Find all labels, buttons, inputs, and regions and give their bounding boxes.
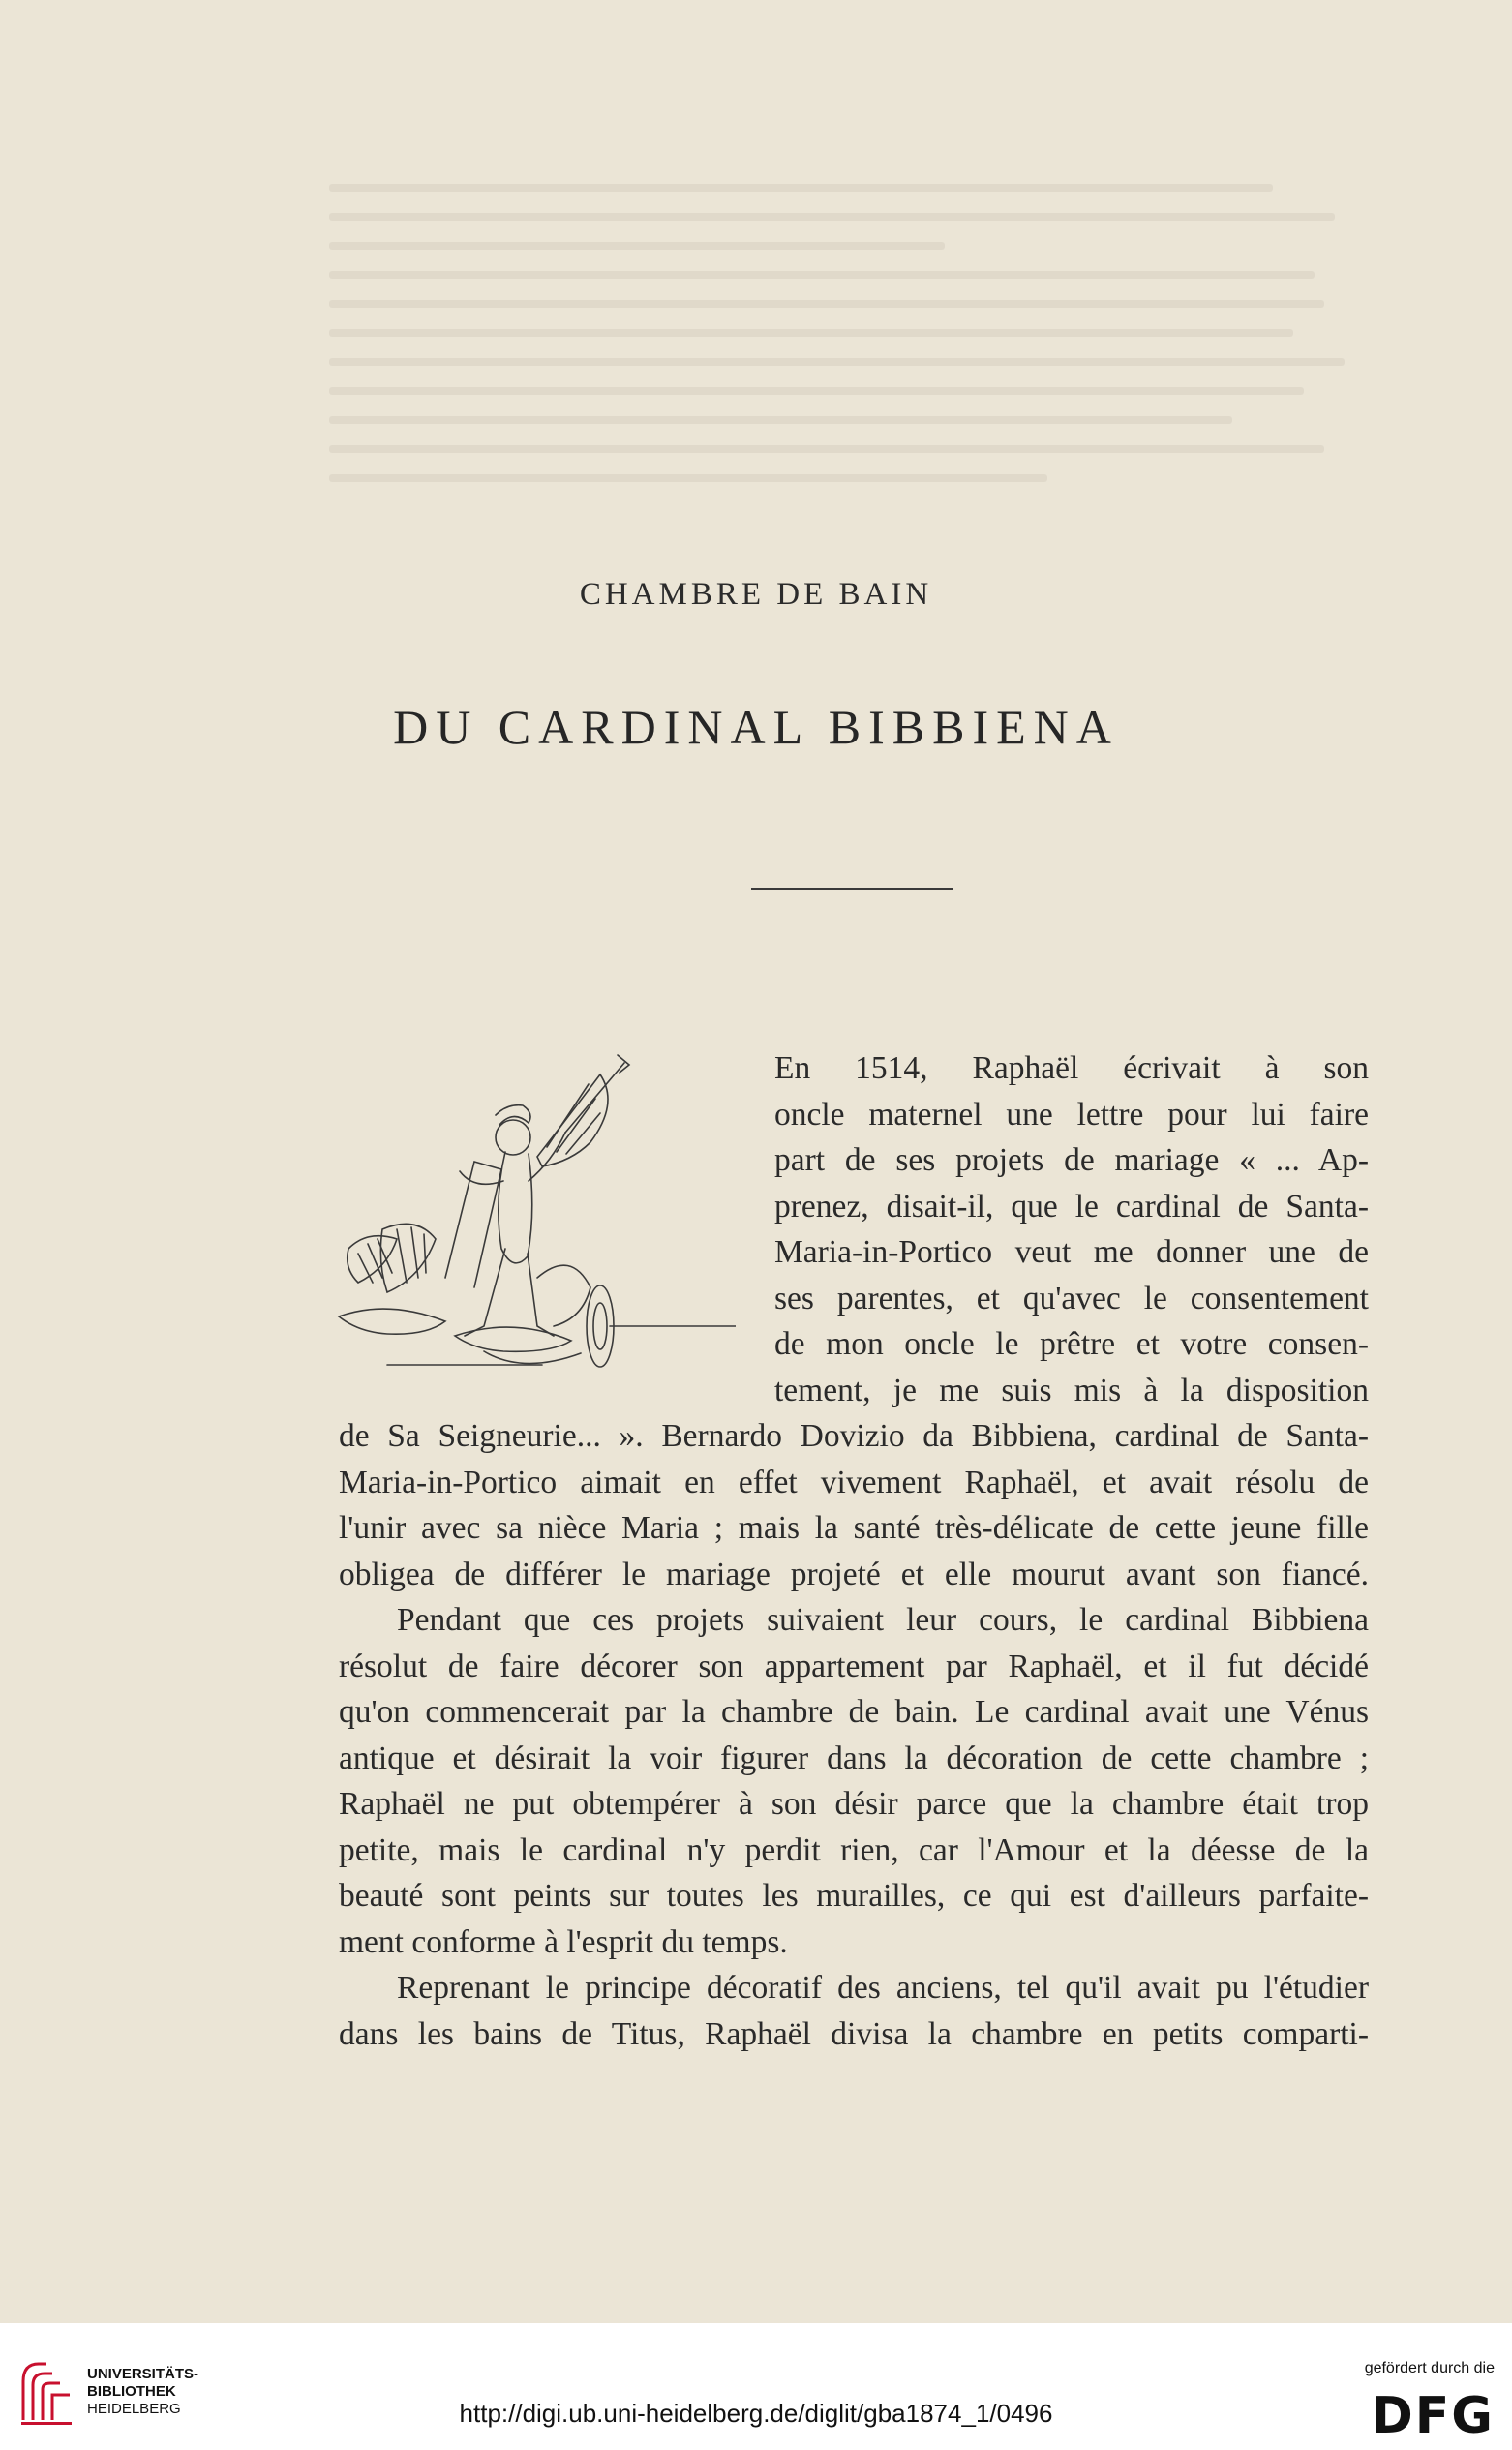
text-line: dans les bains de Titus, Raphaël divisa la chambre en petits comparti- <box>339 2015 1369 2052</box>
text-line: obligea de différer le mariage projeté et elle mourut avant son fiancé. <box>339 1556 1369 1592</box>
chapter-heading-large: DU CARDINAL BIBBIENA <box>393 700 1119 754</box>
text-line: de Sa Seigneurie... ». Bernardo Dovizio da Bibbiena, cardinal de Santa- <box>339 1418 1369 1454</box>
library-name-line: BIBLIOTHEK <box>87 2383 176 2400</box>
text-line: ment conforme à l'esprit du temps. <box>339 1923 788 1960</box>
text-line: résolut de faire décorer son appartement par Raphaël, et il fut décidé <box>339 1648 1369 1684</box>
heading-divider-rule <box>751 888 953 890</box>
text-line: Raphaël ne put obtempérer à son désir parce que la chambre était trop <box>339 1786 1369 1822</box>
text-line: part de ses projets de mariage « ... Ap- <box>774 1142 1369 1178</box>
text-line: l'unir avec sa nièce Maria ; mais la santé très-délicate de cette jeune fille <box>339 1510 1369 1546</box>
text-line: Maria-in-Portico aimait en effet vivement Raphaël, et avait résolu de <box>339 1464 1369 1500</box>
text-line: Maria-in-Portico veut me donner une de <box>774 1234 1369 1270</box>
text-line: prenez, disait-il, que le cardinal de Santa- <box>774 1188 1369 1225</box>
funding-caption: gefördert durch die <box>1364 2360 1495 2376</box>
text-line: petite, mais le cardinal n'y perdit rien, car l'Amour et la déesse de la <box>339 1831 1369 1868</box>
text-line: oncle maternel une lettre pour lui faire <box>774 1096 1369 1133</box>
text-line: qu'on commencerait par la chambre de bain. Le cardinal avait une Vénus <box>339 1694 1369 1730</box>
text-line: En 1514, Raphaël écrivait à son <box>774 1050 1369 1086</box>
library-name-line: HEIDELBERG <box>87 2401 181 2417</box>
show-through-bleed <box>329 184 1355 552</box>
dfg-logo: DFG <box>1371 2387 1495 2445</box>
text-line: antique et désirait la voir figurer dans la décoration de cette chambre ; <box>339 1739 1369 1776</box>
library-name-line: UNIVERSITÄTS- <box>87 2366 199 2382</box>
text-line: Reprenant le principe décoratif des anciens, tel qu'il avait pu l'étudier <box>397 1970 1369 2006</box>
article-body <box>339 1045 1369 2057</box>
text-line: de mon oncle le prêtre et votre consen- <box>774 1326 1369 1362</box>
text-line: ses parentes, et qu'avec le consentement <box>774 1280 1369 1316</box>
text-line: beauté sont peints sur toutes les murailles, ce qui est d'ailleurs parfaite- <box>339 1878 1369 1914</box>
viewer-footer <box>0 2323 1512 2450</box>
text-line: Pendant que ces projets suivaient leur cours, le cardinal Bibbiena <box>397 1602 1369 1638</box>
chapter-heading-small: CHAMBRE DE BAIN <box>579 577 933 612</box>
text-line: tement, je me suis mis à la disposition <box>774 1372 1369 1408</box>
permalink-url[interactable]: http://digi.ub.uni-heidelberg.de/diglit/gba1874_1/0496 <box>459 2399 1053 2428</box>
